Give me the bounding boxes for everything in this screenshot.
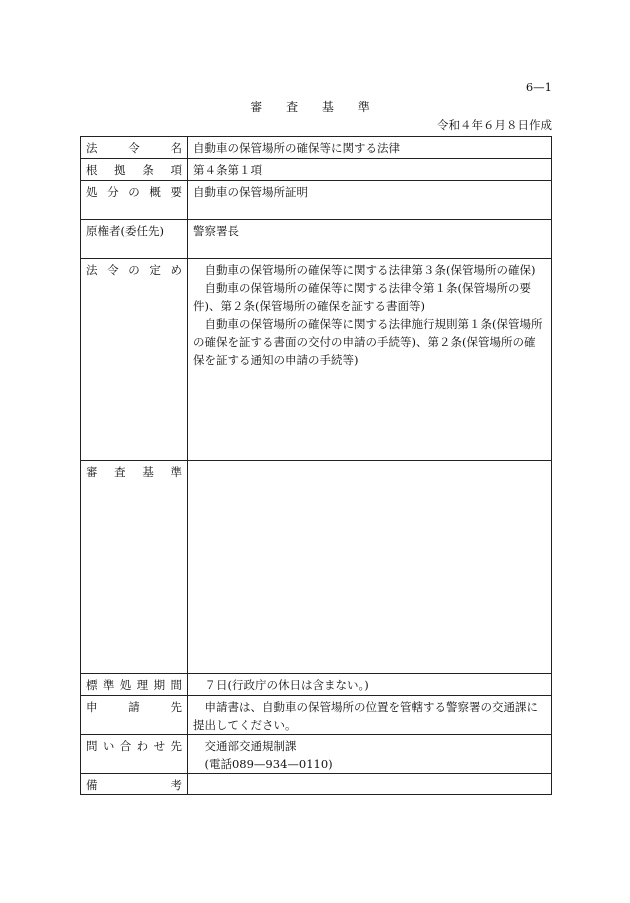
value-provisions <box>188 259 552 461</box>
value-authority: 警察署長 <box>188 220 552 259</box>
page-number: 6—1 <box>525 80 552 94</box>
value-basis: 第４条第１項 <box>188 159 552 181</box>
label-provisions: 法 令 の 定 め <box>81 259 188 461</box>
row-application <box>81 696 552 735</box>
label-law-name: 法 令 名 <box>81 137 188 159</box>
value-law-name: 自動車の保管場所の確保等に関する法律 <box>188 137 552 159</box>
criteria-table <box>80 136 552 795</box>
label-summary: 処 分 の 概 要 <box>81 181 188 220</box>
document-title: 審 査 基 準 <box>250 100 380 114</box>
row-provisions <box>81 259 552 461</box>
value-remarks <box>188 774 552 795</box>
row-inquiry <box>81 735 552 774</box>
label-processing: 標 準 処 理 期 間 <box>81 674 188 696</box>
document-date: 令和４年６月８日作成 <box>437 118 552 132</box>
row-law-name <box>81 137 552 159</box>
row-remarks <box>81 774 552 795</box>
inquiry-department: 交通部交通規制課 <box>204 739 297 753</box>
row-standards <box>81 461 552 674</box>
row-basis <box>81 159 552 181</box>
value-inquiry <box>188 735 552 774</box>
value-processing: ７日(行政庁の休日は含まない。) <box>188 674 552 696</box>
provision-paragraph: 自動車の保管場所の確保等に関する法律施行規則第１条(保管場所の確保を証する書面の交付の申請の手続等)、第２条(保管場所の確保を証する通知の申請の手続等) <box>193 317 543 367</box>
label-authority: 原権者(委任先) <box>81 220 188 259</box>
row-summary <box>81 181 552 220</box>
row-authority <box>81 220 552 259</box>
inquiry-phone: (電話089—934—0110) <box>204 757 333 771</box>
value-standards <box>188 461 552 674</box>
label-inquiry: 問 い 合 わ せ 先 <box>81 735 188 774</box>
provision-paragraph: 自動車の保管場所の確保等に関する法律第３条(保管場所の確保) <box>204 263 536 277</box>
row-processing <box>81 674 552 696</box>
label-remarks: 備 考 <box>81 774 188 795</box>
label-basis: 根 拠 条 項 <box>81 159 188 181</box>
label-standards: 審 査 基 準 <box>81 461 188 674</box>
value-application: 申請書は、自動車の保管場所の位置を管轄する警察署の交通課に提出してください。 <box>188 696 552 735</box>
provision-paragraph: 自動車の保管場所の確保等に関する法律令第１条(保管場所の要件)、第２条(保管場所の確保を証する書面等) <box>193 281 531 313</box>
value-summary: 自動車の保管場所証明 <box>188 181 552 220</box>
label-application: 申 請 先 <box>81 696 188 735</box>
